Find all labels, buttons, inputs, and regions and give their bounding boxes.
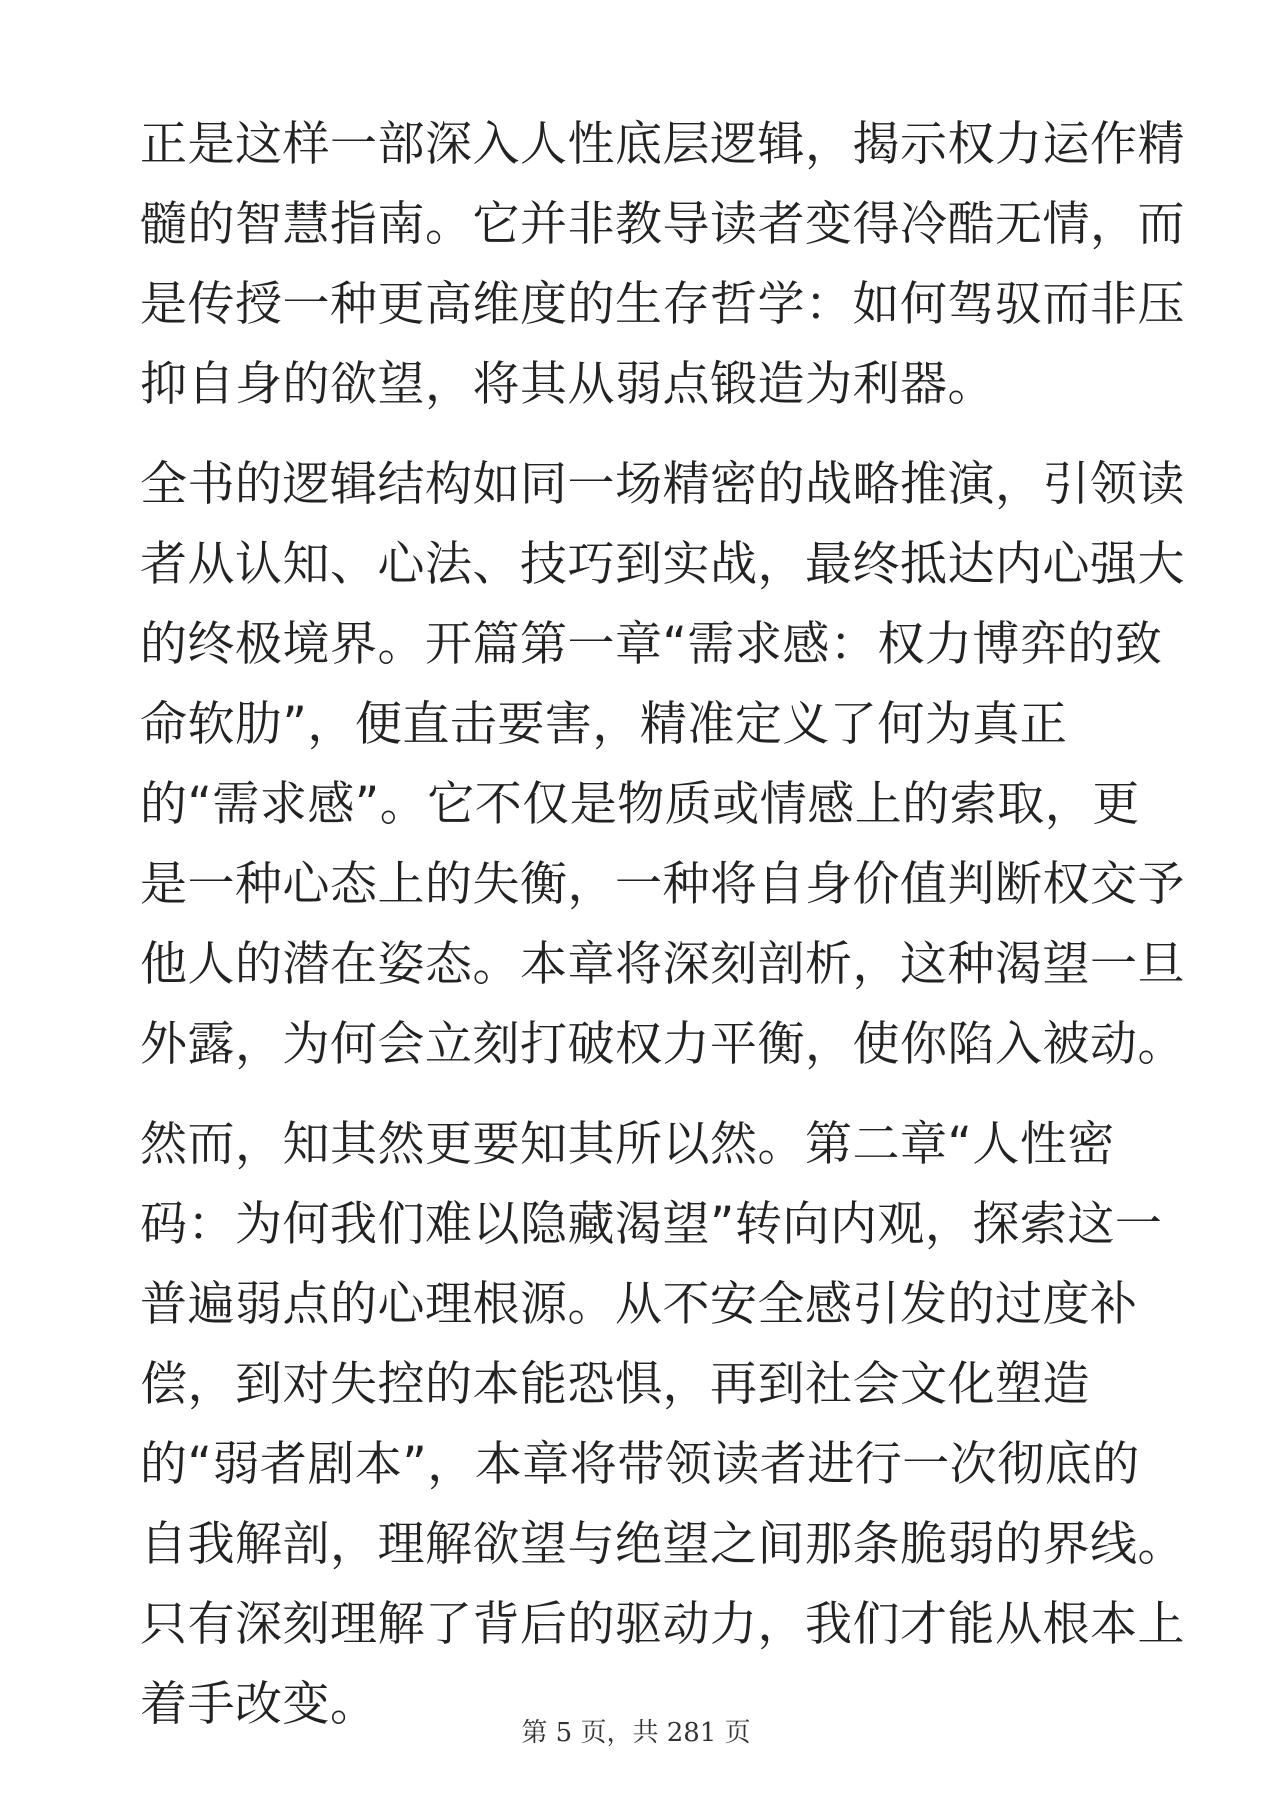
text-line: 码：为何我们难以隐藏渴望”转向内观，探索这一 [140, 1197, 1163, 1252]
paragraph-3 [140, 1105, 1185, 1745]
paragraph-1 [140, 105, 1185, 425]
paragraph-2 [140, 445, 1185, 1085]
text-line: 髓的智慧指南。它并非教导读者变得冷酷无情，而 [140, 197, 1185, 252]
text-line: 然而，知其然更要知其所以然。第二章“人性密 [140, 1117, 1115, 1172]
text-line: 着手改变。 [140, 1677, 378, 1732]
text-line: 者从认知、心法、技巧到实战，最终抵达内心强大 [140, 537, 1185, 592]
text-line: 是传授一种更高维度的生存哲学：如何驾驭而非压 [140, 277, 1185, 332]
text-line: 的“需求感”。它不仅是物质或情感上的索取，更 [140, 777, 1140, 832]
page-number: 第 5 页，共 281 页 [521, 1718, 751, 1748]
text-line: 是一种心态上的失衡，一种将自身价值判断权交予 [140, 857, 1185, 912]
text-line: 命软肋”，便直击要害，精准定义了何为真正 [140, 697, 1068, 752]
text-line: 偿，到对失控的本能恐惧，再到社会文化塑造 [140, 1357, 1090, 1412]
text-line: 抑自身的欲望，将其从弱点锻造为利器。 [140, 357, 995, 412]
text-line: 普遍弱点的心理根源。从不安全感引发的过度补 [140, 1277, 1138, 1332]
text-line: 的“弱者剧本”，本章将带领读者进行一次彻底的 [140, 1437, 1140, 1492]
text-line: 全书的逻辑结构如同一场精密的战略推演，引领读 [140, 457, 1185, 512]
text-line: 他人的潜在姿态。本章将深刻剖析，这种渴望一旦 [140, 937, 1185, 992]
text-line: 外露，为何会立刻打破权力平衡，使你陷入被动。 [140, 1017, 1185, 1072]
text-line: 的终极境界。开篇第一章“需求感：权力博弈的致 [140, 617, 1163, 672]
text-line: 自我解剖，理解欲望与绝望之间那条脆弱的界线。 [140, 1517, 1185, 1572]
body-text [140, 105, 1185, 1765]
text-line: 正是这样一部深入人性底层逻辑，揭示权力运作精 [140, 117, 1185, 172]
text-line: 只有深刻理解了背后的驱动力，我们才能从根本上 [140, 1597, 1185, 1652]
